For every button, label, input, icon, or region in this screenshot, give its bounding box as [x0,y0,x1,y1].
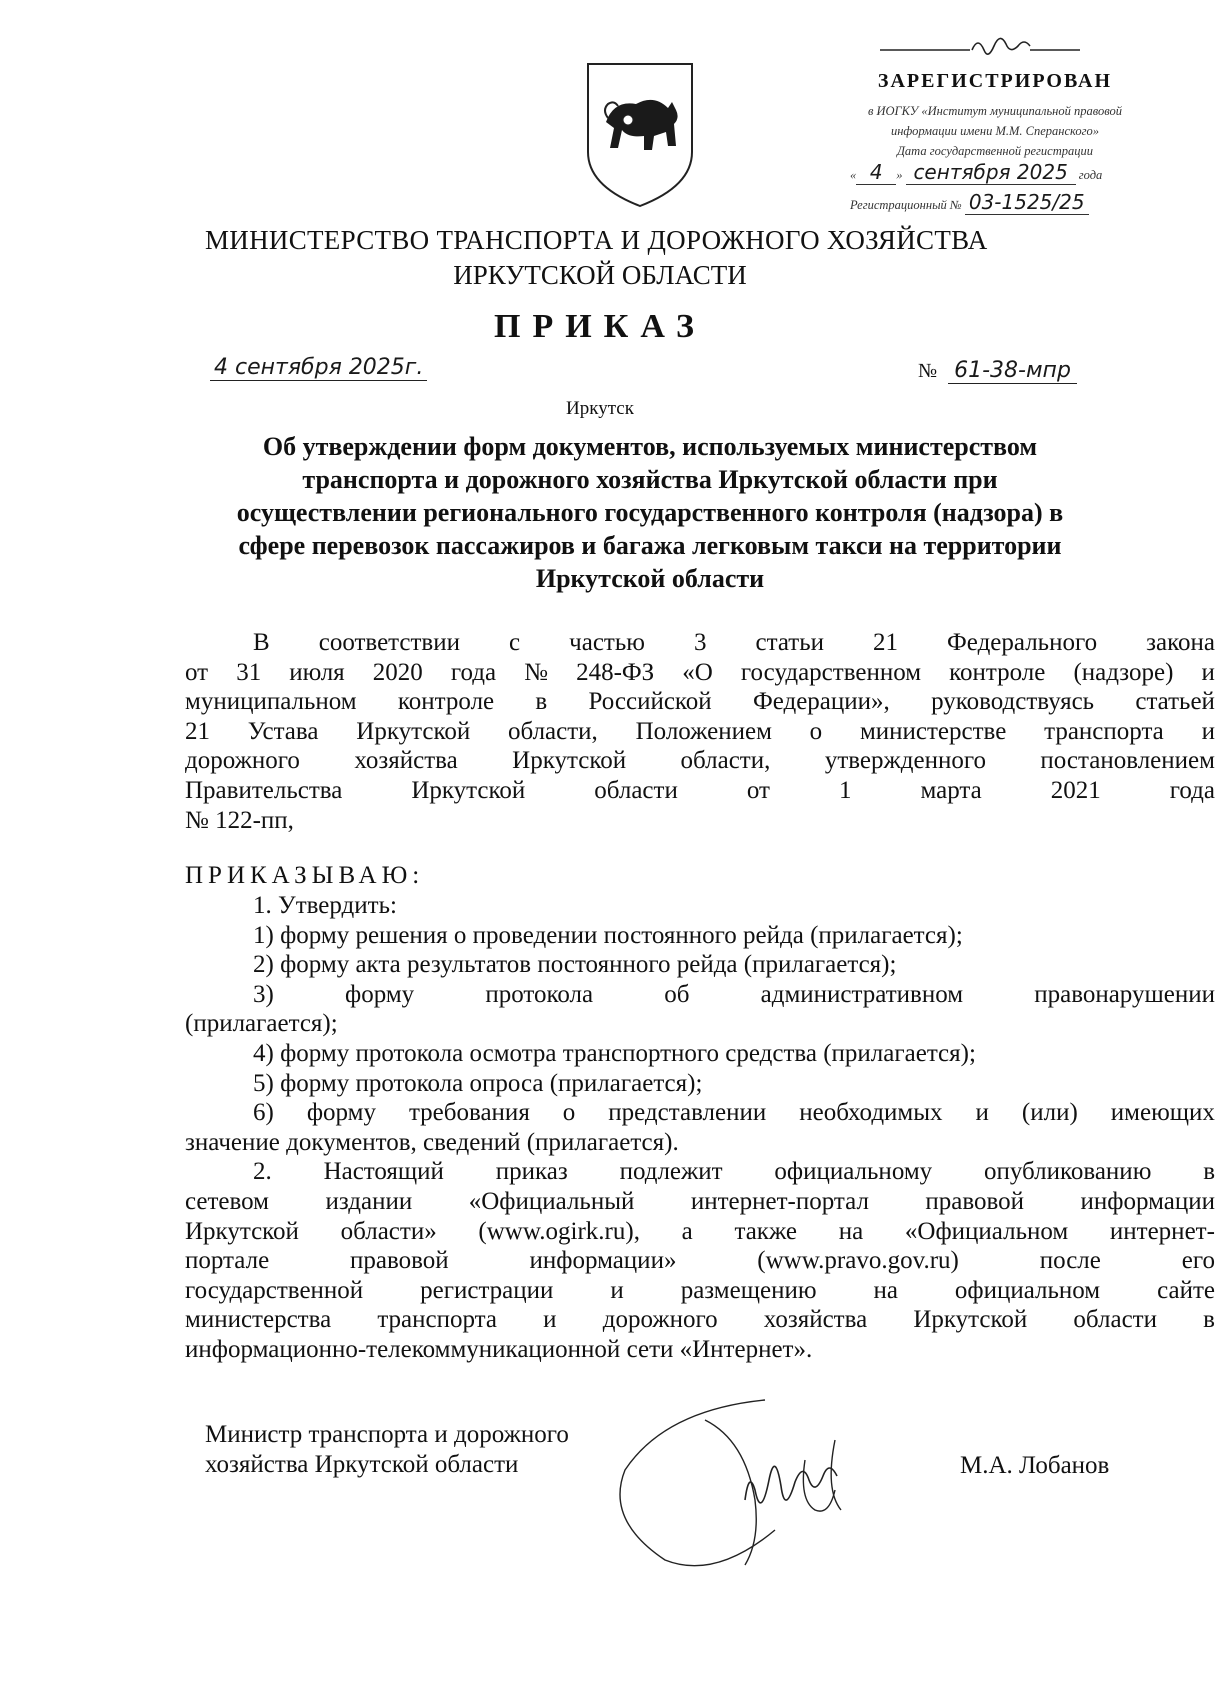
coat-of-arms-emblem [584,60,696,210]
ministry-name-line2: ИРКУТСКОЙ ОБЛАСТИ [453,260,747,290]
order-number-label: № [918,360,938,382]
stamp-date-day: 4 [856,160,896,185]
document-title [205,430,1095,595]
item-2: 2. Настоящий приказ подлежит официальному опубликованию в [253,1158,1215,1186]
title-line: сфере перевозок пассажиров и багажа легковым такси на территории [238,531,1062,560]
stamp-line: информации имени М.М. Сперанского» [890,124,1100,138]
subitem-4: 4) форму протокола осмотра транспортного средства (прилагается); [253,1039,976,1067]
stamp-reg-number: 03-1525/25 [965,190,1089,215]
city: Иркутск [566,398,634,419]
subitem-1: 1) форму решения о проведении постоянного рейда (прилагается); [253,921,963,949]
text-line: В соответствии с частью 3 статьи 21 Федерального закона [253,629,1215,656]
subitem-3: 3) форму протокола об административном правонарушении [253,980,1215,1008]
order-items [185,891,1215,1365]
text-line: информационно-телекоммуникационной сети «Интернет». [185,1335,813,1363]
stamp-registration-date: « 4 » сентября 2025 года [850,160,1103,184]
stamp-line: в ИОГКУ «Институт муниципальной правовой [867,104,1123,118]
subitem-5: 5) форму протокола опроса (прилагается); [253,1069,703,1097]
text-line: Иркутской области» (www.ogirk.ru), а также на «Официальном интернет- [185,1217,1215,1245]
text-line: Правительства Иркутской области от 1 марта 2021 года [185,776,1215,804]
stamp-registration-number [850,190,1170,214]
order-number-block [918,358,1077,383]
order-date: 4 сентября 2025г. [210,355,427,381]
signatory-name: М.А. Лобанов [960,1452,1110,1479]
stamp-title: ЗАРЕГИСТРИРОВАН [877,70,1113,92]
text-line: дорожного хозяйства Иркутской области, утвержденного постановлением [185,747,1215,775]
item-1: 1. Утвердить: [253,892,397,919]
title-line: транспорта и дорожного хозяйства Иркутской области при [302,465,998,494]
decree-word: ПРИКАЗЫВАЮ: [185,862,425,889]
document-kind: ПРИКАЗ [494,308,706,345]
title-line: осуществлении регионального государственного контроля (надзора) в [236,498,1064,527]
order-number: 61-38-мпр [948,358,1077,384]
ministry-name-line1: МИНИСТЕРСТВО ТРАНСПОРТА И ДОРОЖНОГО ХОЗЯЙСТВА [205,225,988,255]
text-line: муниципальном контроле в Российской Федерации», руководствуясь статьей [185,688,1215,716]
position-line: Министр транспорта и дорожного [205,1421,569,1448]
handwritten-signature [605,1380,905,1580]
title-line: Иркутской области [535,564,765,593]
subitem-6: 6) форму требования о представлении необходимых и (или) имеющих [253,1099,1215,1127]
title-line: Об утверждении форм документов, используемых министерством [262,432,1038,461]
text-line: министерства транспорта и дорожного хозяйства Иркутской области в [185,1306,1215,1334]
stamp-handwritten-mark [880,30,1080,60]
text-line: от 31 июля 2020 года № 248-ФЗ «О государственном контроле (надзоре) и [185,658,1215,686]
stamp-reg-label: Регистрационный № [850,198,962,212]
text-line: сетевом издании «Официальный интернет-портал правовой информации [185,1187,1215,1215]
preamble-paragraph [185,628,1215,835]
stamp-date-suffix: года [1078,168,1103,182]
stamp-date-month: сентября 2025 [906,160,1076,185]
text-line: портале правовой информации» (www.pravo.gov.ru) после его [185,1247,1215,1275]
text-line: № 122-пп, [185,806,294,834]
subitem-2: 2) форму акта результатов постоянного рейда (прилагается); [253,951,897,979]
subitem-3-cont: (прилагается); [185,1010,338,1038]
stamp-line: Дата государственной регистрации [896,144,1093,158]
text-line: 21 Устава Иркутской области, Положением о министерстве транспорта и [185,717,1215,745]
position-line: хозяйства Иркутской области [205,1451,519,1478]
text-line: государственной регистрации и размещению на официальном сайте [185,1276,1215,1304]
signatory-position [205,1420,569,1480]
subitem-6-cont: значение документов, сведений (прилагается). [185,1128,679,1156]
